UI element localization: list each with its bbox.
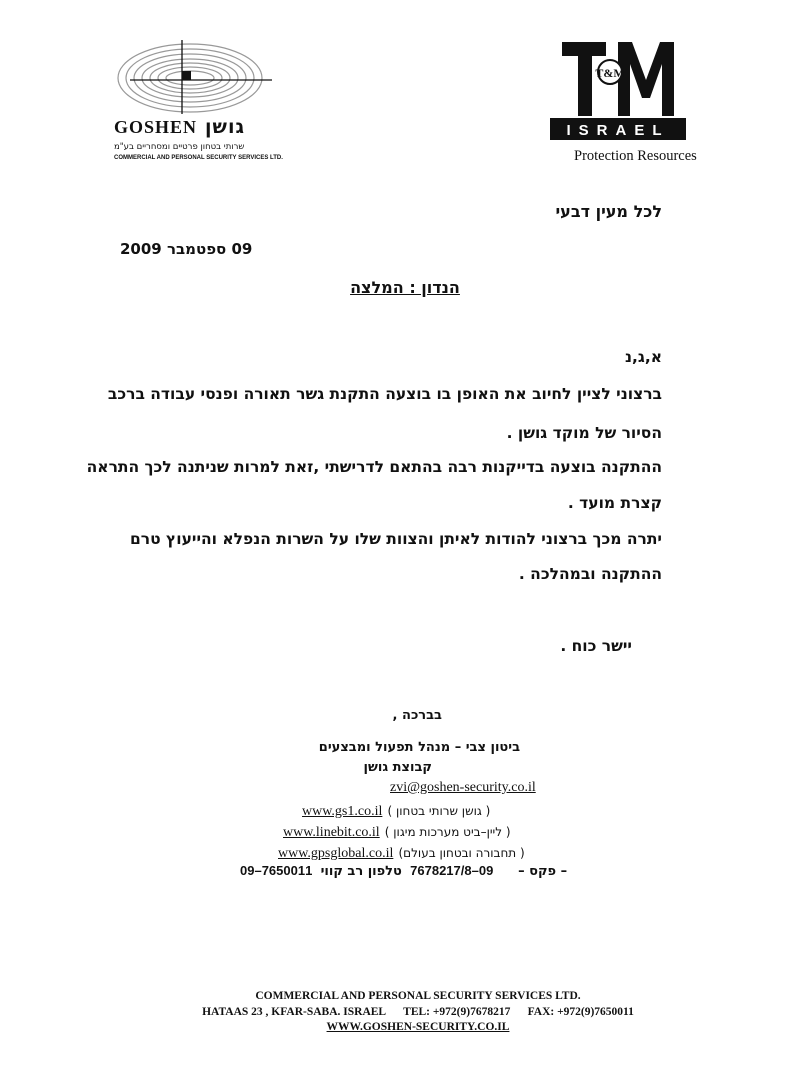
letter-subject: הנדון : המלצה (350, 278, 460, 297)
footer-company: COMMERCIAL AND PERSONAL SECURITY SERVICES LTD. (255, 990, 581, 1002)
goshen-tagline-english: COMMERCIAL AND PERSONAL SECURITY SERVICES LTD. (114, 155, 283, 161)
tm-israel-logo (548, 42, 697, 167)
email-link[interactable]: zvi@goshen-security.co.il (390, 780, 536, 795)
goshen-rings-icon (110, 38, 295, 118)
footer-website[interactable]: WWW.GOSHEN-SECURITY.CO.IL (326, 1021, 510, 1033)
linebit-note: ( ליין–ביט מערכות מיגון ) (384, 825, 511, 839)
goshen-logo (110, 38, 295, 168)
letter-date: 09 ספטמבר 2009 (120, 240, 253, 258)
salutation: א,ג,נ (624, 348, 662, 366)
body-line: ההתקנה בוצעה בדייקנות רבה בהתאם לדרישתי ,זאת למרות שניתנה לכך התראה (86, 458, 662, 476)
phone-label: טלפון רב קווי – (320, 864, 568, 879)
gs1-link[interactable]: www.gs1.co.il (302, 804, 383, 819)
signature-group: קבוצת גושן (363, 760, 432, 775)
body-line: יתרה מכך ברצוני להודות לאיתן והצוות שלו על השרות הנפלא והייעוץ טרם (129, 530, 662, 548)
gs1-note: ( גושן שרותי בטחון ) (387, 804, 491, 818)
website-row-gs1 (302, 800, 490, 820)
body-line: קצרת מועד . (567, 494, 662, 512)
recipient-line: לכל מעין דבעי (555, 202, 662, 221)
footer-address: HATAAS 23 , KFAR-SABA. ISRAEL (202, 1006, 387, 1018)
tm-monogram-icon (548, 42, 688, 146)
footer-tel: TEL: +972(9)7678217 (403, 1006, 511, 1018)
body-line: ההתקנה ובמהלכה . (518, 565, 662, 583)
fax-number: 09–7650011 (240, 863, 313, 878)
linebit-link[interactable]: www.linebit.co.il (283, 825, 380, 840)
svg-text:T&M: T&M (595, 66, 625, 80)
gpsglobal-note: (תחבורה ובטחון בעולם ) (398, 846, 525, 860)
footer-address-line (0, 1006, 800, 1018)
closing-line: יישר כוח . (560, 637, 632, 655)
website-row-linebit (283, 821, 511, 841)
tm-subtitle: Protection Resources (574, 148, 697, 164)
phone-number: 09–7678217/8 (410, 863, 494, 878)
goshen-tagline-hebrew: שרותי בטחון פרטיים ומסחריים בע"מ (114, 142, 245, 152)
contact-numbers-row (240, 863, 567, 879)
goshen-wordmark: GOSHEN גושן (114, 116, 245, 138)
website-row-gpsglobal (278, 842, 525, 862)
gpsglobal-link[interactable]: www.gpsglobal.co.il (278, 846, 394, 861)
svg-text:ISRAEL: ISRAEL (566, 122, 670, 139)
body-line: הסיור של מוקד גושן . (506, 424, 662, 442)
fax-label: פקס – (518, 864, 557, 879)
footer-fax: FAX: +972(9)7650011 (527, 1006, 634, 1018)
signature-greeting: בברכה , (392, 708, 442, 723)
signature-name-title: ביטון צבי – מנהל תפעול ומבצעים (318, 740, 520, 755)
body-line: ברצוני לציין לחיוב את האופן בו בוצעה התקנת גשר תאורה ופנסי עבודה ברכב (107, 385, 662, 403)
